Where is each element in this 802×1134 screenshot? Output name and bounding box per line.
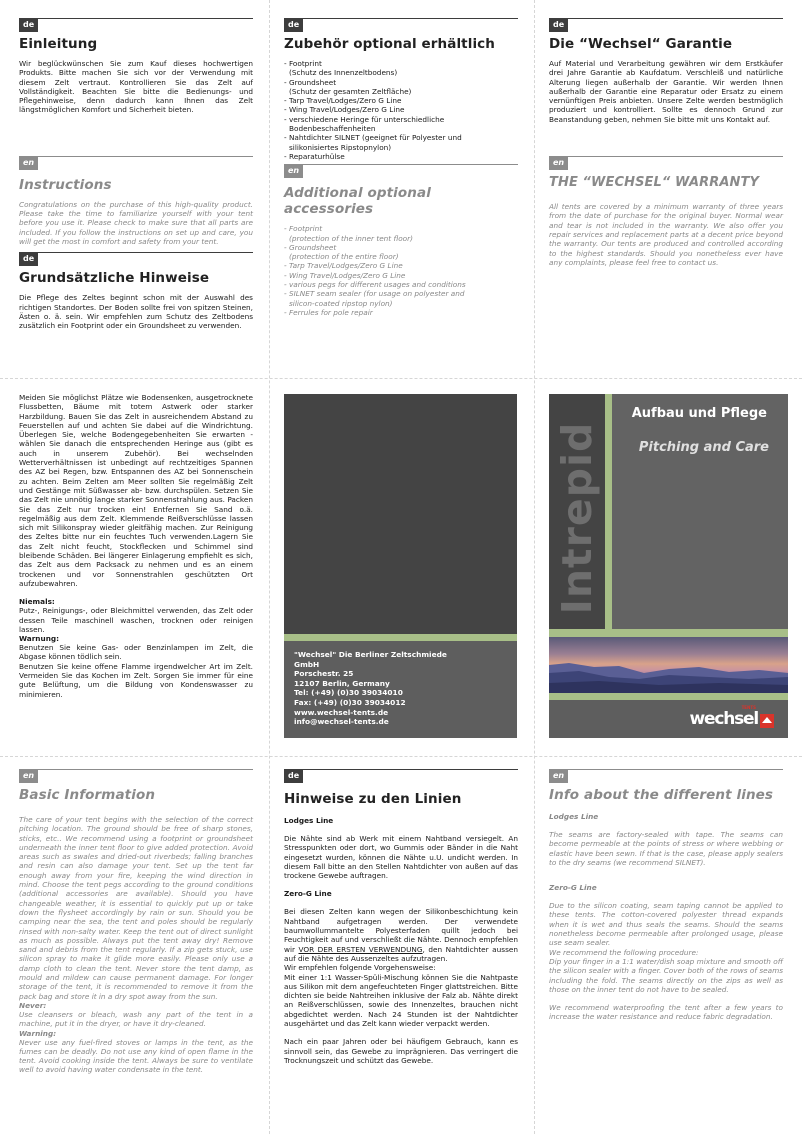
warranty-body-de: Auf Material und Verarbeitung gewähren wir dem Erstkäufer drei Jahre Garantie ab Kaufdatum. Verschleiß und natürliche Alterung liegen außerhalb der Garantie. Wir werden Ihnen außerhalb der Garantie eine Reparatur oder Ersatz zu einem vernünftigen Preis anbieten. Unsere Zelte werden bestmöglich produziert und kontrolliert. Sollte es dennoch Grund zur Beanstandung geben, nehmen Sie bitte mit uns Kontakt auf. [549, 59, 783, 124]
panel-accessories [284, 18, 518, 317]
warning-text-en: Never use any fuel-fired stoves or lamps in the tent, as the fumes can be deadly. Do not use any kind of open flame in the tent. Avoid cooking inside the tent. Always be sure to ventilate well to avoid having water condensate in the tent. [19, 1037, 253, 1075]
basics-continued-body: Meiden Sie möglichst Plätze wie Bodensenken, ausgetrocknete Flussbetten, Bäume mit totem Astwerk oder starker Harzbildung. Bauen Sie das Zelt in ausreichendem Abstand zu Feuerstellen auf und achten Sie dabei auf die Windrichtung. Überlegen Sie, welche Bodengegebenheiten Sie erwarten - wählen Sie danach die entsprechenden Heringe aus (gibt es auch in unserem Zubehör). Bei wechselnden Wetterverhältnissen ist unbedingt auf rechtzeitiges Spannen des AZ bei Regen, bzw. Entspannen des AZ bei Sonnenschein zu achten. Beim Zelten am Meer sollten Sie regelmäßig Zelt und Gestänge mit Süßwasser ab- bzw. durchspülen. Setzen Sie das Zelt nie unnötig lange starker Sonnenstrahlung aus. Packen Sie das Zelt nur trocken ein! Entfernen Sie Sand o.ä. regelmäßig aus dem Zelt. Klemmende Reißverschlüsse lassen sich mit Silikonspray wieder gleitfähig machen. Zur Reinigung des Zeltes bitte nur ein feuchtes Tuch verwenden.Lagern Sie das Zelt nicht feucht, Stockflecken und Schimmel sind bleibende Schäden. Bei längerer Einlagerung empfiehlt es sich, das Zelt aus dem Packsack zu nehmen und es an einem trockenen und vor Sonnenstrahlen geschützten Ort aufzubewahren. [19, 393, 253, 588]
list-item: - various pegs for different usages and conditions [284, 280, 466, 290]
lang-tag-en: en [549, 769, 568, 783]
tent-logo-icon [760, 714, 774, 728]
heading-hinweise-linien: Hinweise zu den Linien [284, 791, 462, 807]
zerog-line-body-de: Bei diesen Zelten kann wegen der Silikonbeschichtung kein Nahtband aufgetragen werden. Der verwendete baumwollummantelte Polyesterfaden quillt jedoch bei Feuchtigkeit auf und verschließt die Nähte. Dennoch empfehlen wir VOR DER ERSTEN VERWENDUNG, den Nahtdichter aussen auf die Nähte des Aussenzeltes aufzutragen. [284, 907, 518, 963]
never-text-de: Putz-, Reinigungs-, oder Bleichmittel verwenden, das Zelt oder dessen Teile maschinell waschen, trocknen oder reinigen lassen. [19, 606, 253, 634]
fold-guide-vertical-1 [269, 0, 270, 1134]
lang-tag-row-en [549, 156, 783, 170]
emphasis-first-use: VOR DER ERSTEN VERWENDUNG [298, 944, 423, 954]
heading-additional-accessories: Additional optional accessories [284, 185, 431, 218]
phone: Tel: (+49) (0)30 39034010 [294, 688, 403, 698]
mountain-sunset-image [549, 637, 788, 693]
lang-tag-row-de [284, 769, 518, 783]
closing-en: We recommend waterproofing the tent after a few years to increase the water resistance and reduce fabric degradation. [549, 1003, 783, 1022]
lang-tag-en: en [19, 156, 38, 170]
basics-body-de: Die Pflege des Zeltes beginnt schon mit der Auswahl des richtigen Standortes. Der Boden sollte frei von spitzen Steinen, Ästen o. ä. sein. Wir empfehlen zum Schutz des Zeltbodens zusätzlich ein Footprint oder ein Groundsheet zu verwenden. [19, 293, 253, 331]
accent-bar [284, 634, 517, 641]
email-link[interactable]: info@wechsel-tents.de [294, 717, 389, 727]
warning-label-en: Warning: [19, 1028, 57, 1038]
company-form: GmbH [294, 659, 320, 669]
lang-tag-row-en [549, 769, 783, 783]
procedure-intro-de: Wir empfehlen folgende Vorgehensweise: [284, 963, 436, 973]
zerog-line-body-en: Due to the silicon coating, seam taping cannot be applied to these tents. The cotton-covered polyester thread expands when it is wet and thus seals the seams. Should the seams nonetheless become permeable after prolonged usage, please use seam sealer. [549, 901, 783, 948]
procedure-intro-en: We recommend the following procedure: [549, 947, 699, 957]
company-address [284, 641, 517, 738]
lang-tag-de: de [19, 252, 38, 266]
lang-tag-row-de [19, 18, 253, 32]
lang-tag-en: en [19, 769, 38, 783]
heading-warranty: THE “WECHSEL“ WARRANTY [549, 175, 759, 191]
lang-tag-de: de [549, 18, 568, 32]
lang-tag-de: de [284, 769, 303, 783]
warning-label-de: Warnung: [19, 634, 60, 644]
lang-tag-en: en [549, 156, 568, 170]
never-text-en: Use cleansers or bleach, wash any part of the tent in a machine, put it in the dryer, or have it dry-cleaned. [19, 1009, 253, 1029]
list-item: - verschiedene Heringe für unterschiedliche Bodenbeschaffenheiten [284, 114, 445, 134]
warning-text-1-de: Benutzen Sie keine Gas- oder Benzinlampen im Zelt, die Abgase können tödlich sein. [19, 643, 253, 662]
cover-title-area [612, 394, 788, 629]
lang-tag-row-de [284, 18, 518, 32]
list-item: - Wing Travel/Lodges/Zero G Line [284, 270, 406, 280]
product-name-vertical: Intrepid [553, 421, 601, 615]
accessories-list-en [284, 224, 518, 317]
warranty-body-en: All tents are covered by a minimum warranty of three years from the date of purchase for the original buyer. Normal wear and tear is not included in the warranty. We also offer you repair services and replacement parts at a decent price beyond the warranty. Our tents are produced and controlled according to the highest standards. Should you nonetheless ever have any complaints, please feel free to contact us. [549, 202, 783, 267]
heading-einleitung: Einleitung [19, 36, 98, 52]
panel-introduction [19, 18, 253, 330]
heading-instructions: Instructions [19, 176, 112, 193]
list-item: - Nahtdichter SILNET (geeignet für Polyester und silikonisiertes Ripstopnylon) [284, 133, 462, 152]
zerog-line-heading-en: Zero-G Line [549, 883, 597, 893]
list-item: - Ferrules for pole repair [284, 307, 373, 317]
basic-info-body: The care of your tent begins with the selection of the correct pitching location. The ground should be free of sharp stones, sticks, etc.. We recommend using a footprint or groundsheet underneath the inner tent floor to give added protection. Avoid areas such as swales and dried-out riverbeds; falling branches and resin can also damage your tent. Set up the tent far enough away from your fire, keeping the wind direction in mind. Choose the tent pegs according to the ground conditions (additional accessories are available). Should you have changeable weather, it is essential to quickly put up or take down the flysheet accordingly by rain or sun. Should you be camping near the sea, the tent and poles should be regularly rinsed with non-salty water. Keep the tent out of direct sunlight as much as possible. Always put the tent away dry! Remove sand and debris from the tent regularly. If a zip gets stuck, use silicon spray to make it glide more easily. Please only use a damp cloth to clean the tent. Never store the tent damp, as mould and mildew can cause permanent damage. For longer storage of the tent, it is recommended to remove it from the pack bag and store it in a dry spot away from the sun. [19, 815, 253, 1001]
lang-tag-de: de [19, 18, 38, 32]
never-label-de: Niemals: [19, 597, 55, 607]
intro-body-de: Wir beglückwünschen Sie zum Kauf dieses hochwertigen Produkts. Bitte machen Sie sich vor der Verwendung mit diesem Zelt vertraut. Kontrollieren Sie das Zelt auf Vollständigkeit. Beachten Sie bitte die Bedienungs- und Pflegehinweise, denn dadurch kann Ihnen das Zelt längstmöglichen Komfort und Sicherheit bieten. [19, 59, 253, 115]
heading-grundsaetzliche-hinweise: Grundsätzliche Hinweise [19, 270, 210, 287]
company-name: "Wechsel" Die Berliner Zeltschmiede [294, 650, 447, 659]
list-item: - Reparaturhülse [284, 151, 345, 161]
procedure-de: Mit einer 1:1 Wasser-Spüli-Mischung können Sie die Nahtpaste aus Silikon mit dem angefeuchteten Finger glattstreichen. Bitte dichten sie beide Nahtreihen inklusive der Falz ab. Nähte direkt an Reißverschlüssen, sowie des Innenzeltes, brauchen nicht abgedichtet werden. Nach 24 Stunden ist der Nahtdichter ausgehärtet und das Zelt kann wieder verpackt werden. [284, 972, 518, 1029]
lang-tag-row-en [19, 156, 253, 170]
front-cover [549, 394, 788, 738]
list-item: - Groundsheet (Schutz der gesamten Zeltfläche) [284, 77, 412, 96]
heading-garantie: Die “Wechsel“ Garantie [549, 36, 733, 52]
list-item: - SILNET seam sealer (for usage on polyester and silicon-coated ripstop nylon) [284, 289, 465, 308]
wechsel-logo: TENTS wechsel [690, 710, 775, 728]
heading-zubehoer: Zubehör optional erhältlich [284, 36, 495, 52]
lang-tag-de: de [284, 18, 303, 32]
procedure-en: Dip your finger in a 1:1 water/dish soap mixture and smooth off the silicon sealer with a finger. Cover both of the rows of seams including the fold. The seams directly on the zips as well as those on the inner tent do not have to be sealed. [549, 956, 783, 994]
fold-guide-horizontal-2 [0, 756, 802, 757]
warning-text-2-de: Benutzen Sie keine offene Flamme irgendwelcher Art im Zelt. Vermeiden Sie das Kochen im Zelt. Sorgen Sie immer für eine gute Belüftung, um die Bildung von Kondenswasser zu minimieren. [19, 661, 253, 699]
fold-guide-vertical-2 [534, 0, 535, 1134]
cover-title-en: Pitching and Care [638, 440, 769, 455]
panel-warranty [549, 18, 783, 267]
city: 12107 Berlin, Germany [294, 678, 390, 688]
lang-tag-row-de [19, 252, 253, 266]
never-label-en: Never: [19, 1000, 47, 1010]
fold-guide-horizontal-1 [0, 378, 802, 379]
lodges-line-body-de: Die Nähte sind ab Werk mit einem Nahtband versiegelt. An Stresspunkten oder dort, wo Gummis oder Bänder in die Naht eingesetzt wurden, können die Nähte u.U. undicht werden. In diesem Fall bitte an den Stellen Nahtdichter von außen auf das trockene Gewebe auftragen. [284, 834, 518, 881]
website-link[interactable]: www.wechsel-tents.de [294, 707, 389, 717]
panel-basic-information [19, 769, 253, 1075]
fax: Fax: (+49) (0)30 39034012 [294, 697, 406, 707]
closing-de: Nach ein paar Jahren oder bei häufigem Gebrauch, kann es sinnvoll sein, das Gewebe zu imprägnieren. Das verringert die Trocknungszeit und schützt das Gewebe. [284, 1037, 518, 1065]
list-item: - Tarp Travel/Lodges/Zero G Line [284, 261, 403, 271]
lang-tag-row-de [549, 18, 783, 32]
zerog-line-heading-de: Zero-G Line [284, 889, 332, 899]
street: Porschestr. 25 [294, 669, 354, 679]
lang-tag-row-en [19, 769, 253, 783]
panel-lines-de [284, 769, 518, 1065]
list-item: - Tarp Travel/Lodges/Zero G Line [284, 96, 402, 106]
back-cover [284, 394, 517, 738]
lang-tag-en: en [284, 164, 303, 178]
list-item: - Footprint (Schutz des Innenzeltbodens) [284, 59, 398, 78]
cover-footer [549, 700, 788, 738]
panel-lines-en [549, 769, 783, 1022]
lodges-line-heading-en: Lodges Line [549, 812, 599, 821]
panel-basics-continued [19, 393, 253, 699]
cover-title-de: Aufbau und Pflege [631, 406, 767, 421]
list-item: - Footprint (protection of the inner tent floor) [284, 224, 413, 243]
heading-basic-information: Basic Information [19, 787, 156, 803]
heading-info-lines: Info about the different lines [549, 787, 774, 803]
lang-tag-row-en [284, 164, 518, 178]
list-item: - Wing Travel/Lodges/Zero G Line [284, 105, 405, 115]
mountain-silhouette-icon [549, 637, 788, 693]
lodges-line-body-en: The seams are factory-sealed with tape. The seams can become permeable at the points of stress or where webbing or elastic have been sewn. If that is the case, please apply sealers to the dry seams (we recommend SILNET). [549, 830, 783, 867]
intro-body-en: Congratulations on the purchase of this high-quality product. Please take the time to familiarize yourself with your tent before you use it. Please check to make sure that all parts are included. If you follow the instructions on set up and care, you will get the most in comfort and safety from your tent. [19, 199, 253, 246]
lodges-line-heading-de: Lodges Line [284, 816, 334, 825]
list-item: - Groundsheet (protection of the entire floor) [284, 242, 399, 262]
accessories-list-de [284, 59, 518, 161]
